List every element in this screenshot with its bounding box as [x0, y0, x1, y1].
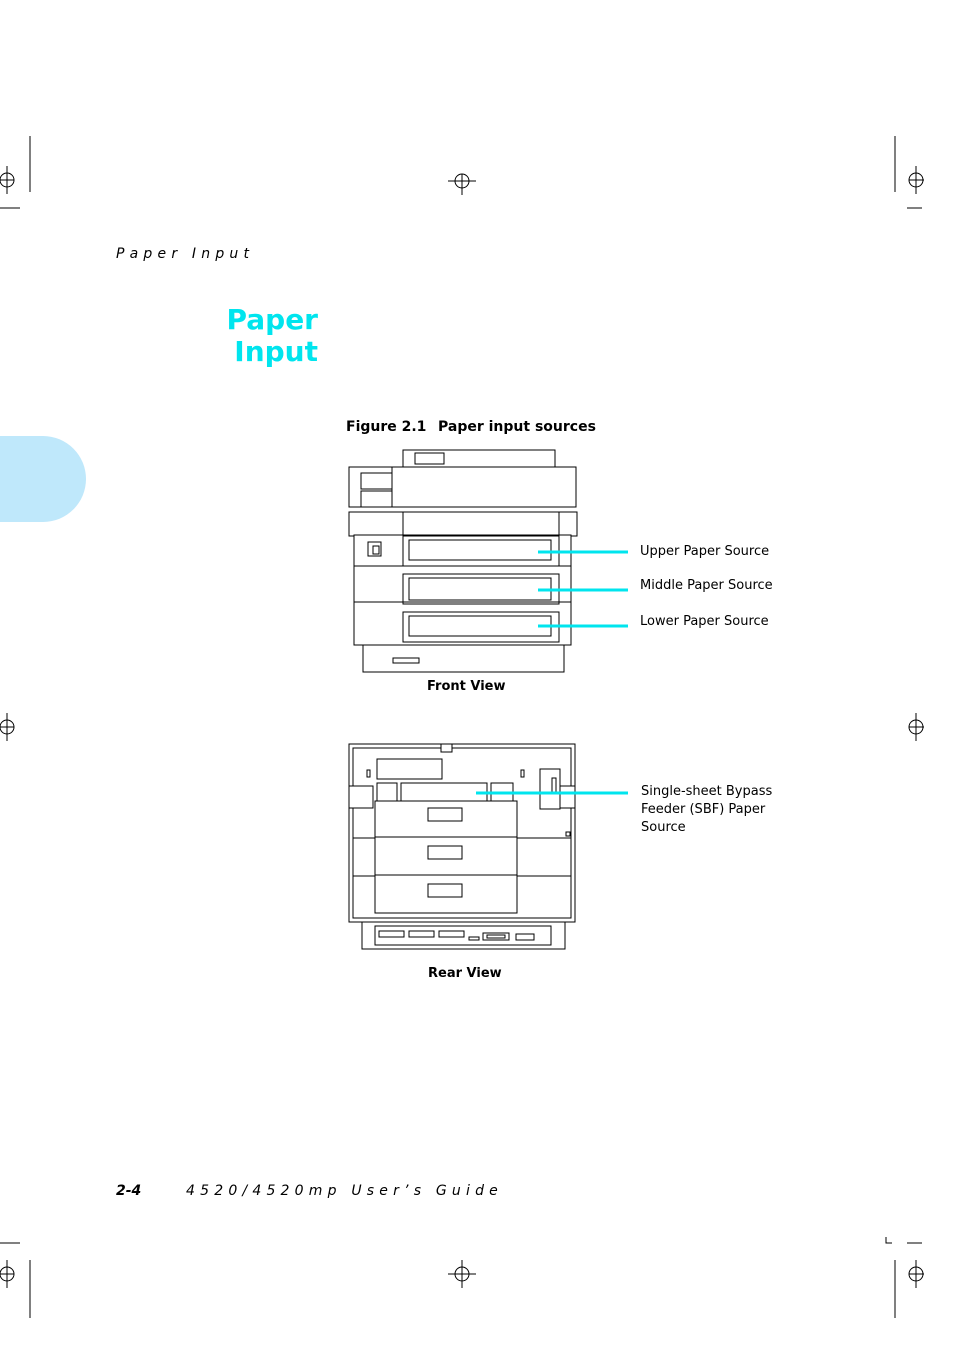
figure-number: Figure 2.1 — [346, 419, 427, 435]
callout-sbf-line3: Source — [641, 820, 686, 835]
figure-caption — [346, 419, 596, 435]
callout-middle-paper-source: Middle Paper Source — [640, 578, 773, 593]
front-view-label: Front View — [427, 679, 506, 694]
figure-title: Paper input sources — [438, 419, 596, 435]
chapter-tab — [0, 436, 86, 522]
callout-sbf-line2: Feeder (SBF) Paper — [641, 802, 766, 817]
page-number: 2-4 — [116, 1183, 142, 1199]
callout-lower-paper-source: Lower Paper Source — [640, 614, 769, 629]
callout-sbf-paper-source — [641, 783, 772, 837]
section-title — [200, 304, 318, 368]
printer-front-view — [349, 450, 577, 672]
callout-sbf-line1: Single-sheet Bypass — [641, 784, 773, 799]
section-title-line1: Paper — [226, 303, 318, 336]
footer-guide-title: 4520/4520mp User’s Guide — [186, 1183, 503, 1199]
printer-rear-view — [349, 744, 575, 949]
section-title-line2: Input — [234, 335, 318, 368]
callout-upper-paper-source: Upper Paper Source — [640, 544, 770, 559]
rear-view-label: Rear View — [428, 966, 502, 981]
crop-marks — [0, 136, 924, 1318]
running-head: Paper Input — [116, 246, 255, 262]
